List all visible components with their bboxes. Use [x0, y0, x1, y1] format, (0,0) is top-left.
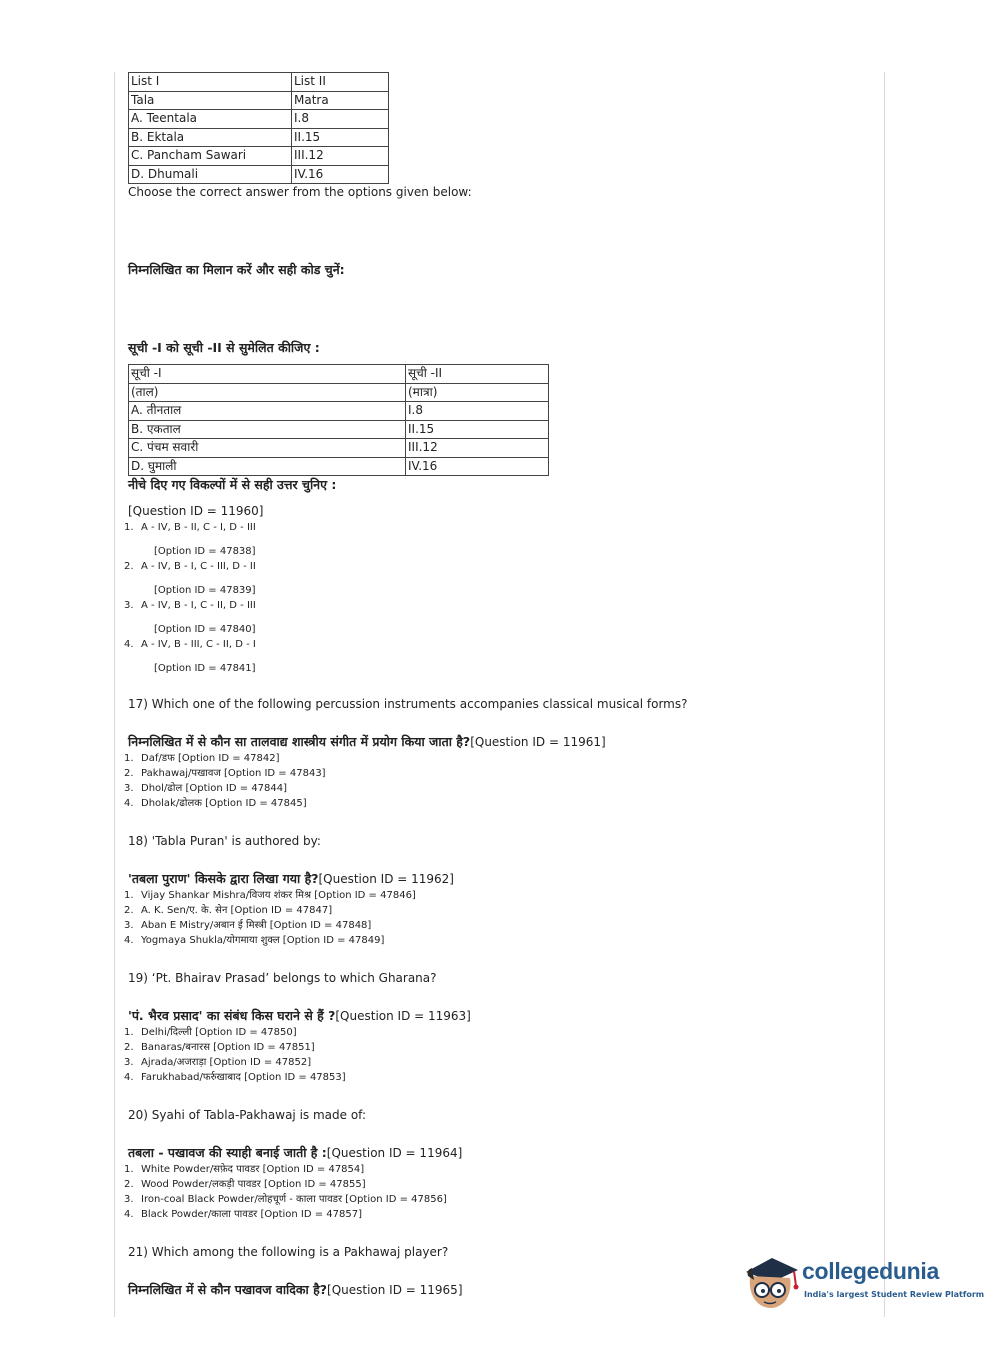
option-number: 2. [124, 1042, 134, 1053]
mascot-icon [742, 1250, 800, 1312]
table-cell: List II [292, 73, 389, 92]
option-number: 4. [124, 639, 134, 650]
table-cell: सूची -I [129, 365, 406, 384]
list-item [124, 781, 868, 796]
option-number: 3. [124, 1194, 134, 1205]
list-item [124, 796, 868, 811]
option-number: 3. [124, 1057, 134, 1068]
option-list [124, 1162, 868, 1222]
table-row [129, 420, 549, 439]
question-title: 17) Which one of the following percussion instruments accompanies classical musical forms? [128, 697, 688, 711]
option-number: 1. [124, 753, 134, 764]
option-text: A - IV, B - I, C - II, D - III [141, 600, 256, 611]
logo-tagline: India's largest Student Review Platform [804, 1290, 985, 1299]
question-title: 20) Syahi of Tabla-Pakhawaj is made of: [128, 1108, 367, 1122]
list-item [124, 1070, 868, 1085]
document-content [124, 72, 868, 1299]
question-id: [Question ID = 11963] [335, 1009, 471, 1023]
table-cell: III.12 [406, 439, 549, 458]
option-id: [Option ID = 47838] [154, 546, 256, 557]
list-item [124, 559, 868, 598]
table-cell: (मात्रा) [406, 383, 549, 402]
option-text: Dhol/ढोल [Option ID = 47844] [141, 783, 288, 794]
list-item [124, 1055, 868, 1070]
question-id: [Question ID = 11964] [326, 1146, 463, 1160]
option-number: 4. [124, 1072, 134, 1083]
table-cell: B. एकताल [129, 420, 406, 439]
option-number: 3. [124, 783, 134, 794]
list-item [124, 520, 868, 559]
option-text: Wood Powder/लकड़ी पावडर [Option ID = 47855] [141, 1179, 366, 1190]
option-list [124, 751, 868, 811]
table-header-row [129, 73, 389, 92]
table-cell: List I [129, 73, 292, 92]
option-number: 4. [124, 1209, 134, 1220]
table-cell: IV.16 [406, 457, 549, 476]
hindi-match-instruction: निम्नलिखित का मिलान करें और सही कोड चुनें: [128, 262, 345, 277]
option-number: 3. [124, 920, 134, 931]
logo-brand: collegedunia [802, 1258, 939, 1284]
option-number: 3. [124, 600, 134, 611]
question-id: [Question ID = 11965] [327, 1283, 463, 1297]
list-item [124, 637, 868, 676]
option-text: Banaras/बनारस [Option ID = 47851] [141, 1042, 315, 1053]
table-cell: C. पंचम सवारी [129, 439, 406, 458]
question-hindi-line [128, 731, 868, 751]
option-text: Farukhabad/फर्रुखाबाद [Option ID = 47853] [141, 1072, 346, 1083]
list-item [124, 1040, 868, 1055]
question-hindi-line [128, 868, 868, 888]
option-number: 4. [124, 935, 134, 946]
table-row [129, 91, 389, 110]
table-cell: A. Teentala [129, 110, 292, 129]
option-number: 1. [124, 1027, 134, 1038]
table-cell: III.12 [292, 147, 389, 166]
choose-instruction: Choose the correct answer from the options given below: [128, 185, 472, 199]
table-row [129, 110, 389, 129]
list-item [124, 903, 868, 918]
question-id: [Question ID = 11962] [318, 872, 454, 886]
table-cell: II.15 [406, 420, 549, 439]
option-id: [Option ID = 47841] [154, 663, 256, 674]
table-cell: (ताल) [129, 383, 406, 402]
question-hindi-line [128, 1005, 868, 1025]
option-text: Dholak/ढोलक [Option ID = 47845] [141, 798, 307, 809]
option-text: A - IV, B - I, C - III, D - II [141, 561, 256, 572]
question-title: 18) 'Tabla Puran' is authored by: [128, 834, 321, 848]
option-number: 1. [124, 1164, 134, 1175]
list-item [124, 598, 868, 637]
option-text: Daf/डफ [Option ID = 47842] [141, 753, 280, 764]
option-list [124, 888, 868, 948]
table-cell: A. तीनताल [129, 402, 406, 421]
option-list [124, 520, 868, 676]
question-title: 19) ‘Pt. Bhairav Prasad’ belongs to which Gharana? [128, 971, 437, 985]
question-title: 21) Which among the following is a Pakhawaj player? [128, 1245, 449, 1259]
list-item [124, 933, 868, 948]
option-id: [Option ID = 47840] [154, 624, 256, 635]
table-cell: I.8 [292, 110, 389, 129]
question-hindi: 'पं. भैरव प्रसाद' का संबंध किस घराने से हैं ? [128, 1008, 336, 1023]
question-id: [Question ID = 11961] [470, 735, 606, 749]
table-row [129, 383, 549, 402]
list-item [124, 1025, 868, 1040]
list-item [124, 751, 868, 766]
table-cell: II.15 [292, 128, 389, 147]
hindi-choose-instruction: नीचे दिए गए विकल्पों में से सही उत्तर चुनिए : [128, 477, 337, 492]
option-number: 4. [124, 798, 134, 809]
table-cell: I.8 [406, 402, 549, 421]
table-cell: D. घुमाली [129, 457, 406, 476]
table-row [129, 457, 549, 476]
match-table-english [128, 72, 389, 184]
option-number: 2. [124, 561, 134, 572]
table-row [129, 128, 389, 147]
option-text: Yogmaya Shukla/योगमाया शुक्ल [Option ID = 47849] [141, 935, 385, 946]
table-cell: C. Pancham Sawari [129, 147, 292, 166]
option-text: White Powder/सफ़ेद पावडर [Option ID = 47854] [141, 1164, 365, 1175]
option-text: Delhi/दिल्ली [Option ID = 47850] [141, 1027, 297, 1038]
option-text: Aban E Mistry/अबान ई मिस्त्री [Option ID = 47848] [141, 920, 372, 931]
question-hindi-line [128, 1142, 868, 1162]
hindi-list-instruction: सूची -I को सूची -II से सुमेलित कीजिए : [128, 340, 320, 355]
option-text: Ajrada/अजराड़ा [Option ID = 47852] [141, 1057, 312, 1068]
table-row [129, 439, 549, 458]
question-hindi: निम्नलिखित में से कौन पखावज वादिका है? [128, 1282, 328, 1297]
page-border-right [884, 72, 885, 1317]
table-cell: सूची -II [406, 365, 549, 384]
table-row [129, 165, 389, 184]
option-number: 1. [124, 522, 134, 533]
option-number: 1. [124, 890, 134, 901]
collegedunia-logo[interactable] [742, 1250, 985, 1314]
list-item [124, 1177, 868, 1192]
page-border-left [114, 72, 115, 1317]
option-number: 2. [124, 905, 134, 916]
list-item [124, 1192, 868, 1207]
table-cell: Tala [129, 91, 292, 110]
match-table-hindi [128, 364, 549, 476]
question-hindi: निम्नलिखित में से कौन सा तालवाद्य शास्त्रीय संगीत में प्रयोग किया जाता है? [128, 734, 471, 749]
table-cell: Matra [292, 91, 389, 110]
option-list [124, 1025, 868, 1085]
table-row [129, 147, 389, 166]
question-hindi: 'तबला पुराण' किसके द्वारा लिखा गया है? [128, 871, 319, 886]
question-id: [Question ID = 11960] [128, 504, 264, 518]
table-cell: IV.16 [292, 165, 389, 184]
option-text: A - IV, B - III, C - II, D - I [141, 639, 256, 650]
list-item [124, 918, 868, 933]
table-cell: D. Dhumali [129, 165, 292, 184]
option-number: 2. [124, 1179, 134, 1190]
list-item [124, 888, 868, 903]
option-text: Iron-coal Black Powder/लोहचूर्ण - काला पावडर [Option ID = 47856] [141, 1194, 447, 1205]
option-text: A. K. Sen/ए. के. सेन [Option ID = 47847] [141, 905, 333, 916]
option-text: Pakhawaj/पखावज [Option ID = 47843] [141, 768, 326, 779]
list-item [124, 1207, 868, 1222]
question-hindi: तबला - पखावज की स्याही बनाई जाती है : [128, 1145, 327, 1160]
list-item [124, 766, 868, 781]
option-number: 2. [124, 768, 134, 779]
list-item [124, 1162, 868, 1177]
option-id: [Option ID = 47839] [154, 585, 256, 596]
table-row [129, 402, 549, 421]
option-text: Black Powder/काला पावडर [Option ID = 47857] [141, 1209, 363, 1220]
table-cell: B. Ektala [129, 128, 292, 147]
option-text: A - IV, B - II, C - I, D - III [141, 522, 256, 533]
option-text: Vijay Shankar Mishra/विजय शंकर मिश्र [Option ID = 47846] [141, 890, 416, 901]
table-header-row [129, 365, 549, 384]
